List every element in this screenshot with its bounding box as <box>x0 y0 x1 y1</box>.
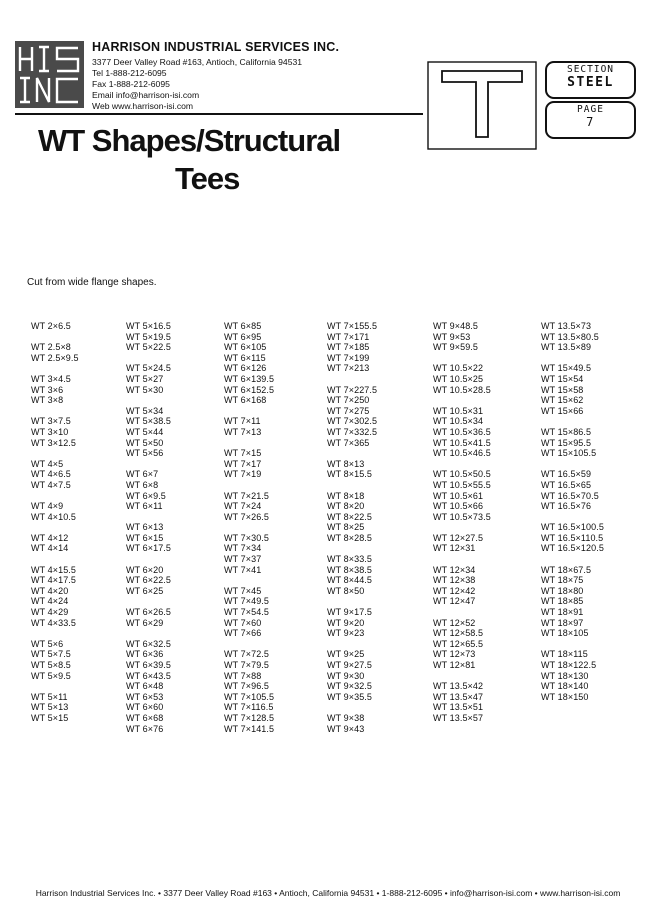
shape-spacer <box>31 406 79 417</box>
shape-spacer <box>327 480 377 491</box>
shape-designation: WT 3×4.5 <box>31 373 71 384</box>
shape-designation: WT 7×21.5 <box>224 490 270 501</box>
shape-designation: WT 4×24 <box>31 596 69 607</box>
shape-designation: WT 3×12.5 <box>31 437 77 448</box>
shape-designation: WT 4×14 <box>31 543 69 554</box>
shape-designation: WT 8×28.5 <box>327 532 373 543</box>
shape-designation: WT 3×6 <box>31 384 64 395</box>
shape-designation: WT 5×16.5 <box>126 321 172 331</box>
shape-designation: WT 4×6.5 <box>31 469 71 480</box>
shape-designation: WT 5×56 <box>126 448 164 459</box>
page-title-line2: Tees <box>175 161 240 196</box>
shape-designation: WT 10.5×66 <box>433 501 484 512</box>
shape-designation: WT 7×11 <box>224 416 261 427</box>
shape-designation: WT 15×86.5 <box>541 426 592 437</box>
shape-designation: WT 10.5×61 <box>433 490 484 501</box>
shape-designation: WT 10.5×46.5 <box>433 448 491 459</box>
shape-designation: WT 18×75 <box>541 575 584 586</box>
shape-spacer <box>126 395 171 406</box>
shape-designation: WT 6×15 <box>126 532 164 543</box>
shape-designation: WT 5×50 <box>126 437 164 448</box>
shape-designation: WT 15×54 <box>541 373 584 384</box>
company-email[interactable]: Email info@harrison-isi.com <box>92 90 200 100</box>
shape-designation: WT 16.5×100.5 <box>541 522 604 533</box>
company-tel: Tel 1-888-212-6095 <box>92 68 167 78</box>
shape-designation: WT 6×22.5 <box>126 575 172 586</box>
shape-designation: WT 4×12 <box>31 532 69 543</box>
shape-designation: WT 4×17.5 <box>31 575 77 586</box>
shape-designation: WT 7×185 <box>327 342 370 353</box>
company-logo <box>15 41 84 108</box>
shape-designation: WT 8×15.5 <box>327 469 373 480</box>
shape-designation: WT 6×20 <box>126 564 164 575</box>
shape-designation: WT 6×60 <box>126 702 164 713</box>
section-label: SECTION <box>566 64 615 75</box>
shape-designation: WT 6×17.5 <box>126 543 172 554</box>
shape-designation: WT 7×54.5 <box>224 607 270 618</box>
shape-designation: WT 3×8 <box>31 395 64 406</box>
shape-designation: WT 7×116.5 <box>224 702 274 713</box>
shape-designation: WT 10.5×28.5 <box>433 384 491 395</box>
shape-designation: WT 6×11 <box>126 501 163 512</box>
shape-spacer <box>433 353 491 364</box>
shape-designation: WT 5×34 <box>126 405 164 416</box>
shape-designation: WT 5×30 <box>126 384 164 395</box>
shape-designation: WT 9×30 <box>327 670 365 681</box>
shape-designation: WT 9×43 <box>327 723 365 734</box>
shape-designation: WT 10.5×36.5 <box>433 426 491 437</box>
shape-designation: WT 9×25 <box>327 649 365 660</box>
shape-designation: WT 12×42 <box>433 585 476 596</box>
shape-designation: WT 7×66 <box>224 628 262 639</box>
shape-designation: WT 6×32.5 <box>126 638 172 649</box>
page-label: PAGE <box>577 104 604 115</box>
shape-spacer <box>433 459 491 470</box>
shape-designation: WT 8×22.5 <box>327 511 373 522</box>
shape-designation: WT 5×24.5 <box>126 363 172 374</box>
shape-designation: WT 13.5×47 <box>433 691 484 702</box>
shape-designation: WT 2.5×9.5 <box>31 352 79 363</box>
shape-designation: WT 18×105 <box>541 628 589 639</box>
shape-column-4 <box>327 321 377 734</box>
shape-spacer <box>224 639 274 650</box>
shape-designation: WT 7×88 <box>224 670 262 681</box>
section-badge <box>545 61 636 99</box>
shape-designation: WT 12×38 <box>433 575 476 586</box>
shape-designation: WT 6×168 <box>224 395 267 406</box>
shape-designation: WT 5×11 <box>31 691 68 702</box>
shape-spacer <box>31 448 79 459</box>
shape-spacer <box>433 671 491 682</box>
shape-designation: WT 16.5×65 <box>541 479 592 490</box>
shape-spacer <box>224 522 274 533</box>
shape-spacer <box>126 353 171 364</box>
shape-designation: WT 15×105.5 <box>541 448 597 459</box>
shape-designation: WT 10.5×41.5 <box>433 437 491 448</box>
shape-designation: WT 6×36 <box>126 649 164 660</box>
shape-designation: WT 7×155.5 <box>327 321 378 331</box>
shape-spacer <box>541 459 604 470</box>
shape-spacer <box>433 554 491 565</box>
shape-designation: WT 6×43.5 <box>126 670 172 681</box>
shape-designation: WT 18×122.5 <box>541 660 597 670</box>
shape-designation: WT 7×45 <box>224 585 262 596</box>
shape-designation: WT 6×26.5 <box>126 607 172 618</box>
shape-designation: WT 12×27.5 <box>433 532 484 543</box>
shape-designation: WT 3×7.5 <box>31 416 71 427</box>
shape-designation: WT 18×85 <box>541 596 584 607</box>
shape-spacer <box>327 543 377 554</box>
shape-spacer <box>126 596 171 607</box>
shape-designation: WT 3×10 <box>31 426 69 437</box>
shape-designation: WT 9×48.5 <box>433 321 479 331</box>
shape-spacer <box>126 459 171 470</box>
shape-designation: WT 13.5×73 <box>541 321 592 331</box>
shape-column-2 <box>126 321 171 734</box>
shape-designation: WT 10.5×55.5 <box>433 479 491 490</box>
shape-designation: WT 5×19.5 <box>126 331 172 342</box>
shape-designation: WT 15×58 <box>541 384 584 395</box>
shape-spacer <box>433 607 491 618</box>
shape-designation: WT 6×85 <box>224 321 262 331</box>
shape-spacer <box>224 575 274 586</box>
shape-designation: WT 5×38.5 <box>126 416 172 427</box>
shape-designation: WT 6×25 <box>126 585 164 596</box>
shape-spacer <box>541 416 604 427</box>
shape-designation: WT 8×50 <box>327 585 365 596</box>
shape-designation: WT 6×53 <box>126 691 164 702</box>
shape-designation: WT 9×53 <box>433 331 471 342</box>
shape-designation: WT 13.5×80.5 <box>541 331 599 342</box>
shape-designation: WT 5×13 <box>31 702 69 713</box>
shape-designation: WT 12×47 <box>433 596 476 607</box>
shape-designation: WT 10.5×73.5 <box>433 511 491 522</box>
shape-designation: WT 7×30.5 <box>224 532 270 543</box>
shape-designation: WT 7×302.5 <box>327 416 378 427</box>
shape-designation: WT 7×96.5 <box>224 681 270 692</box>
shape-column-6 <box>541 321 604 702</box>
shape-designation: WT 8×38.5 <box>327 564 373 575</box>
intro-text: Cut from wide flange shapes. <box>27 277 157 288</box>
shape-designation: WT 7×60 <box>224 617 262 628</box>
shape-designation: WT 8×25 <box>327 522 365 533</box>
shape-designation: WT 7×275 <box>327 405 370 416</box>
shape-column-1 <box>31 321 79 724</box>
shape-designation: WT 5×22.5 <box>126 342 172 353</box>
shape-designation: WT 7×17 <box>224 458 262 469</box>
shape-spacer <box>31 554 79 565</box>
shape-designation: WT 13.5×57 <box>433 712 484 723</box>
shape-designation: WT 8×20 <box>327 501 365 512</box>
shape-designation: WT 8×44.5 <box>327 575 373 586</box>
shape-designation: WT 8×18 <box>327 490 365 501</box>
shape-designation: WT 7×26.5 <box>224 511 270 522</box>
page-footer: Harrison Industrial Services Inc. • 3377 Deer Valley Road #163 • Antioch, California 94531 • 1-888-212-6095 • info@harrison-isi.com • www.harrison-isi.com <box>35 888 621 898</box>
shape-designation: WT 7×250 <box>327 395 370 406</box>
shape-designation: WT 7×213 <box>327 363 370 374</box>
shape-designation: WT 18×150 <box>541 691 589 702</box>
shape-spacer <box>327 374 377 385</box>
shape-column-3 <box>224 321 274 734</box>
page-number: 7 <box>586 115 595 129</box>
shape-designation: WT 7×79.5 <box>224 660 270 670</box>
shape-spacer <box>541 639 604 650</box>
company-fax: Fax 1-888-212-6095 <box>92 79 170 89</box>
shape-designation: WT 4×7.5 <box>31 479 71 490</box>
shape-designation: WT 7×49.5 <box>224 596 270 607</box>
shape-spacer <box>327 702 377 713</box>
shape-designation: WT 4×20 <box>31 585 69 596</box>
shape-designation: WT 6×139.5 <box>224 373 275 384</box>
shape-designation: WT 16.5×59 <box>541 469 592 480</box>
shape-designation: WT 5×6 <box>31 638 64 649</box>
section-value: STEEL <box>567 75 614 90</box>
shape-designation: WT 6×95 <box>224 331 262 342</box>
shape-spacer <box>541 512 604 523</box>
shape-designation: WT 9×23 <box>327 628 365 639</box>
shape-designation: WT 12×73 <box>433 649 476 660</box>
shape-designation: WT 7×34 <box>224 543 262 554</box>
shape-designation: WT 13.5×89 <box>541 342 592 353</box>
shape-designation: WT 4×15.5 <box>31 564 77 575</box>
shape-designation: WT 12×58.5 <box>433 628 484 639</box>
shape-spacer <box>31 681 79 692</box>
shape-designation: WT 9×27.5 <box>327 660 373 670</box>
shape-spacer <box>31 332 79 343</box>
shape-column-5 <box>433 321 491 724</box>
shape-designation: WT 2.5×8 <box>31 342 71 353</box>
company-address: 3377 Deer Valley Road #163, Antioch, California 94531 <box>92 57 303 67</box>
shape-designation: WT 18×130 <box>541 670 589 681</box>
shape-designation: WT 4×33.5 <box>31 617 77 628</box>
shape-designation: WT 4×29 <box>31 607 69 618</box>
shape-designation: WT 15×95.5 <box>541 437 592 448</box>
shape-designation: WT 5×8.5 <box>31 660 71 670</box>
shape-designation: WT 7×24 <box>224 501 262 512</box>
page-title-line1: WT Shapes/Structural <box>38 123 341 158</box>
header-rule <box>15 113 423 115</box>
shape-spacer <box>126 554 171 565</box>
shape-designation: WT 13.5×51 <box>433 702 484 713</box>
shape-spacer <box>31 628 79 639</box>
shape-designation: WT 16.5×70.5 <box>541 490 599 501</box>
shape-designation: WT 6×105 <box>224 342 267 353</box>
shape-designation: WT 7×72.5 <box>224 649 270 660</box>
shape-designation: WT 15×62 <box>541 395 584 406</box>
shape-designation: WT 6×7 <box>126 469 159 480</box>
company-web[interactable]: Web www.harrison-isi.com <box>92 101 194 111</box>
shape-spacer <box>126 512 171 523</box>
shape-designation: WT 7×128.5 <box>224 712 275 723</box>
shape-spacer <box>433 522 491 533</box>
shape-spacer <box>327 448 377 459</box>
shape-designation: WT 12×31 <box>433 543 476 554</box>
shape-designation: WT 16.5×110.5 <box>541 532 604 543</box>
shape-designation: WT 7×41 <box>224 564 262 575</box>
shape-designation: WT 12×81 <box>433 660 476 670</box>
shape-designation: WT 2×6.5 <box>31 321 71 331</box>
company-name: HARRISON INDUSTRIAL SERVICES INC. <box>92 40 340 54</box>
shape-designation: WT 18×140 <box>541 681 589 692</box>
shape-designation: WT 8×33.5 <box>327 554 373 565</box>
shape-spacer <box>327 639 377 650</box>
shape-designation: WT 7×227.5 <box>327 384 378 395</box>
shape-designation: WT 7×105.5 <box>224 691 275 702</box>
shape-designation: WT 6×48 <box>126 681 164 692</box>
shape-designation: WT 7×15 <box>224 448 262 459</box>
shape-designation: WT 6×29 <box>126 617 164 628</box>
tee-section-icon <box>427 61 537 150</box>
shape-designation: WT 18×115 <box>541 649 588 660</box>
shape-designation: WT 7×13 <box>224 426 262 437</box>
shape-spacer <box>126 628 171 639</box>
shape-designation: WT 12×65.5 <box>433 638 484 649</box>
shape-designation: WT 16.5×120.5 <box>541 543 604 554</box>
shape-designation: WT 4×5 <box>31 458 64 469</box>
shape-designation: WT 18×67.5 <box>541 564 592 575</box>
shape-designation: WT 9×17.5 <box>327 607 373 618</box>
shape-designation: WT 6×8 <box>126 479 159 490</box>
shape-designation: WT 8×13 <box>327 458 365 469</box>
shape-designation: WT 4×10.5 <box>31 511 77 522</box>
shape-designation: WT 6×76 <box>126 723 164 734</box>
shape-designation: WT 7×332.5 <box>327 426 378 437</box>
shape-spacer <box>224 480 274 491</box>
shape-designation: WT 7×365 <box>327 437 370 448</box>
shape-designation: WT 9×38 <box>327 712 365 723</box>
page-badge <box>545 101 636 139</box>
shape-designation: WT 18×97 <box>541 617 584 628</box>
shape-designation: WT 6×152.5 <box>224 384 275 395</box>
shape-designation: WT 7×171 <box>327 331 370 342</box>
shape-designation: WT 7×37 <box>224 554 262 565</box>
shape-designation: WT 12×52 <box>433 617 476 628</box>
shape-designation: WT 10.5×34 <box>433 416 484 427</box>
shape-spacer <box>224 438 274 449</box>
shape-designation: WT 5×15 <box>31 712 69 723</box>
shape-designation: WT 9×59.5 <box>433 342 479 353</box>
shape-spacer <box>541 353 604 364</box>
shape-designation: WT 6×115 <box>224 352 266 363</box>
shape-spacer <box>541 554 604 565</box>
shape-designation: WT 12×34 <box>433 564 476 575</box>
shape-designation: WT 10.5×25 <box>433 373 484 384</box>
shape-designation: WT 10.5×31 <box>433 405 484 416</box>
shape-designation: WT 5×9.5 <box>31 670 71 681</box>
shape-designation: WT 9×32.5 <box>327 681 373 692</box>
shape-designation: WT 18×80 <box>541 585 584 596</box>
shape-designation: WT 15×66 <box>541 405 584 416</box>
shape-spacer <box>327 596 377 607</box>
shape-spacer <box>31 363 79 374</box>
shape-designation: WT 13.5×42 <box>433 681 484 692</box>
shape-designation: WT 10.5×50.5 <box>433 469 491 480</box>
shape-designation: WT 6×13 <box>126 522 164 533</box>
shape-designation: WT 5×44 <box>126 426 164 437</box>
shape-designation: WT 7×19 <box>224 469 262 480</box>
shape-designation: WT 7×199 <box>327 352 370 363</box>
shape-designation: WT 7×141.5 <box>224 723 275 734</box>
shape-designation: WT 6×126 <box>224 363 267 374</box>
shape-designation: WT 4×9 <box>31 501 64 512</box>
shape-spacer <box>224 406 274 417</box>
shape-designation: WT 5×7.5 <box>31 649 71 660</box>
shape-designation: WT 15×49.5 <box>541 363 592 374</box>
shape-designation: WT 6×68 <box>126 712 164 723</box>
shape-designation: WT 6×39.5 <box>126 660 172 670</box>
shape-designation: WT 18×91 <box>541 607 584 618</box>
shape-designation: WT 10.5×22 <box>433 363 484 374</box>
shape-designation: WT 9×20 <box>327 617 365 628</box>
shape-designation: WT 5×27 <box>126 373 164 384</box>
shape-designation: WT 6×9.5 <box>126 490 166 501</box>
shape-designation: WT 16.5×76 <box>541 501 592 512</box>
shape-spacer <box>433 395 491 406</box>
shape-designation: WT 9×35.5 <box>327 691 373 702</box>
shape-spacer <box>31 491 79 502</box>
shape-spacer <box>31 522 79 533</box>
